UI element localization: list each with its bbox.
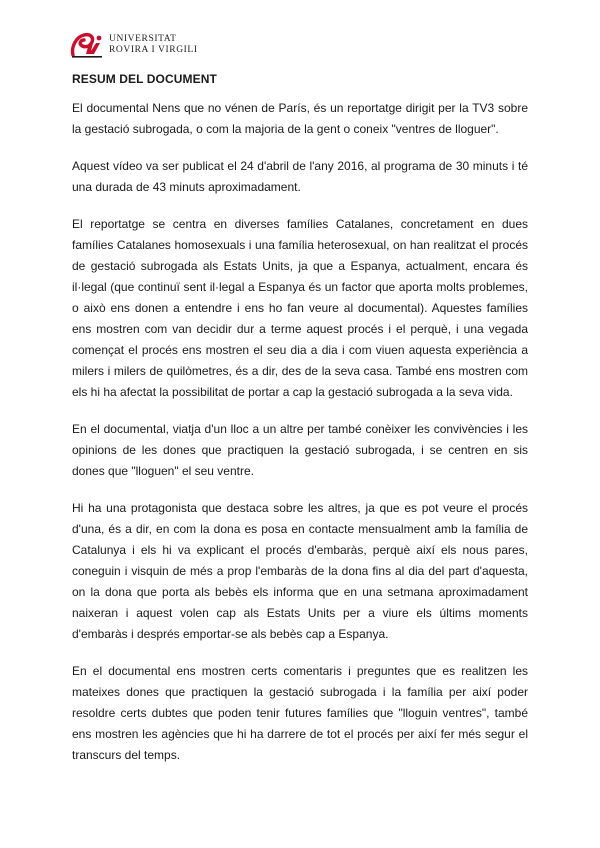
paragraph-6: En el documental ens mostren certs comentaris i preguntes que es realitzen les mateixes dones que practiquen la gestació subrogada i la família per així poder resoldre certs dubtes que poden tenir futures famílies que "lloguin ventres", també ens mostren les agències que hi ha darrere de tot el procés per així fer més segur el transcurs del temps. [72, 664, 528, 762]
document-body [72, 98, 528, 782]
document-title: RESUM DEL DOCUMENT [72, 72, 217, 86]
paragraph-1: El documental Nens que no vénen de París, és un reportatge dirigit per la TV3 sobre la gestació subrogada, o com la majoria de la gent o coneix "ventres de lloguer". [72, 101, 528, 136]
logo-line-1: UNIVERSITAT [109, 34, 177, 44]
logo-wordmark [109, 34, 198, 56]
paragraph-5: Hi ha una protagonista que destaca sobre les altres, ja que es pot veure el procés d'una, és a dir, en com la dona es posa en contacte mensualment amb la família de Catalunya i els hi va explicant el procés d'embaràs, perquè així els nous pares, coneguin i visquin de més a prop l'embaràs de la dona fins al dia del part d'aquesta, on la dona que porta als bebès els informa que en una setmana aproximadament naixeran i aquest volen cap als Estats Units per a viure els últims moments d'embaràs i després emportar-se als bebès cap a Espanya. [72, 501, 528, 641]
paragraph-4: En el documental, viatja d'un lloc a un altre per també conèixer les convivències i les opinions de les dones que practiquen la gestació subrogada, i se centren en sis dones que "lloguen" el seu ventre. [72, 422, 528, 478]
urv-logo-icon [70, 31, 104, 59]
paragraph-2: Aquest vídeo va ser publicat el 24 d'abril de l'any 2016, al programa de 30 minuts i té una durada de 43 minuts aproximadament. [72, 159, 528, 194]
paragraph-3: El reportatge se centra en diverses famílies Catalanes, concretament en dues famílies Catalanes homosexuals i una família heterosexual, on han realitzat el procés de gestació subrogada als Estats Units, ja que a Espanya, actualment, encara és il·legal (que continuï sent il·legal a Espanya és un factor que aporta molts problemes, o això ens donen a entendre i ens ho fan veure al documental). Aquestes famílies ens mostren com van decidir dur a terme aquest procés i el perquè, i una vegada començat el procés ens mostren el seu dia a dia i com viuen aquesta experiència a milers i milers de quilòmetres, és a dir, des de la seva casa. També ens mostren com els hi ha afectat la possibilitat de portar a cap la gestació subrogada a la seva vida. [72, 217, 528, 399]
logo-line-2: ROVIRA I VIRGILI [109, 45, 198, 55]
university-logo [70, 30, 198, 60]
